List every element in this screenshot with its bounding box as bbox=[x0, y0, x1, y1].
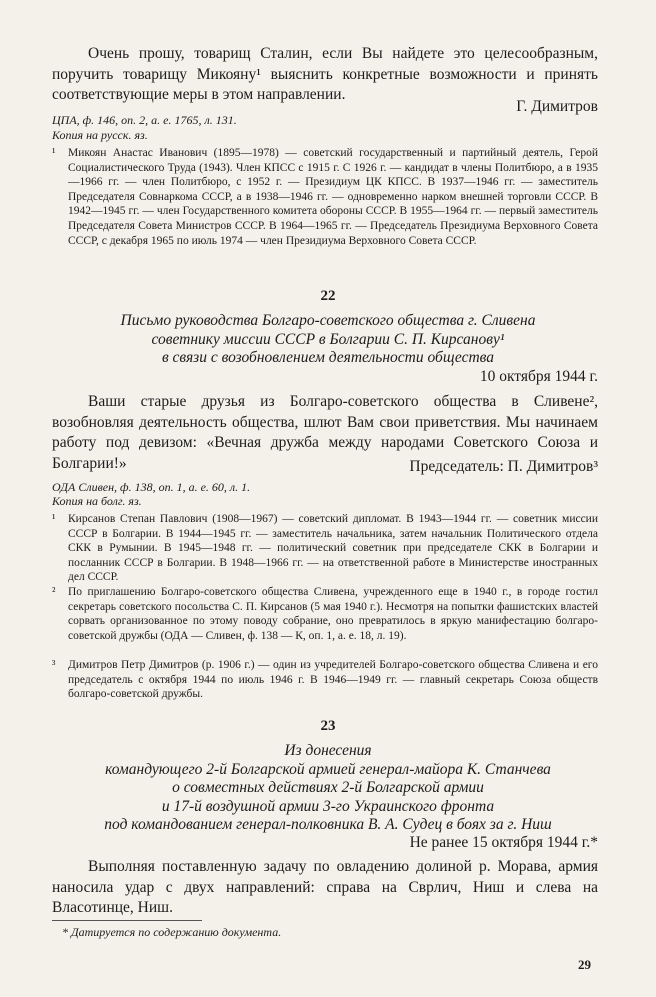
footnote-society bbox=[52, 585, 598, 643]
footnote-marker: ¹ bbox=[52, 513, 56, 525]
doc23-date: Не ранее 15 октября 1944 г.* bbox=[409, 834, 598, 851]
footnote-text: Кирсанов Степан Павлович (1908—1967) — советский дипломат. В 1943—1944 гг. — советник миссии СССР в Болгарии. В 1944—1945 гг. — заместитель начальника, затем начальник Политического отдела СКК в Румынии. В 1945—1948 гг. — политический советник при председателе СКК в Болгарии и посланник СССР в Болгарии. В 1948—1966 гг. — на ответственной работе в Министерстве иностранных дел СССР. bbox=[68, 513, 598, 584]
intro-copy: Копия на русск. яз. bbox=[52, 128, 148, 142]
bottom-footnote: * Датируется по содержанию документа. bbox=[62, 925, 282, 939]
doc23-title-line-4: и 17-й воздушной армии 3-го Украинского фронта bbox=[161, 797, 495, 815]
footnote-marker: ² bbox=[52, 586, 56, 598]
doc23-title bbox=[20, 742, 636, 835]
footnote-mikoyan bbox=[52, 146, 598, 248]
doc22-title bbox=[40, 312, 616, 368]
footnote-marker: ¹ bbox=[52, 147, 56, 159]
doc22-title-line-2: советнику миссии СССР в Болгарии С. П. Кирсанову¹ bbox=[151, 330, 505, 348]
doc23-number: 23 bbox=[320, 718, 336, 734]
doc22-paragraph: Ваши старые друзья из Болгаро-советского общества в Сливене², возобновляя деятельность общества, шлют Вам свои приветствия. Мы начинаем работу под девизом: «Вечная дружба между народами Советского Союза и Болгарии!» bbox=[52, 393, 598, 472]
footnote-divider bbox=[52, 920, 202, 921]
footnote-text: Димитров Петр Димитров (р. 1906 г.) — один из учредителей Болгаро-советского общества Сливена и его председатель с октября 1944 по июль 1946 г. В 1946—1949 гг. — главный секретарь Союза обществ болгаро-советской дружбы. bbox=[68, 659, 598, 701]
doc23-title-line-5: под командованием генерал-полковника В. А. Судец в боях за г. Ниш bbox=[104, 816, 552, 833]
intro-signature: Г. Димитров bbox=[516, 98, 598, 115]
intro-source: ЦПА, ф. 146, оп. 2, а. е. 1765, л. 131. bbox=[52, 113, 237, 127]
doc23-paragraph: Выполняя поставленную задачу по овладению долиной р. Морава, армия наносила удар с двух направлений: справа на Сврлич, Ниш и слева на Власотинце, Ниш. bbox=[52, 858, 598, 916]
page-number: 29 bbox=[578, 957, 591, 972]
footnote-marker: ³ bbox=[52, 659, 56, 671]
intro-paragraph: Очень прошу, товарищ Сталин, если Вы найдете это целесообразным, поручить товарищу Микояну¹ выяснить конкретные возможности и принять соответствующие меры в этом направлении. bbox=[52, 45, 598, 103]
footnote-kirsanov bbox=[52, 512, 598, 585]
doc22-source: ОДА Сливен, ф. 138, оп. 1, а. е. 60, л. 1. bbox=[52, 480, 251, 494]
doc22-title-line-3: в связи с возобновлением деятельности общества bbox=[161, 349, 495, 366]
footnote-text: Микоян Анастас Иванович (1895—1978) — советский государственный и партийный деятель, Герой Социалистического Труда (1943). Член КПСС с 1915 г. С 1926 г. — кандидат в члены Политбюро, а в 1935—1966 гг. — член Политбюро, с 1952 г. — Президиум ЦК КПСС. В 1937—1946 гг. — заместитель Председателя Совнаркома СССР, а в 1938—1946 гг. — одновременно нарком внешней торговли СССР. В 1942—1945 гг. — член Государственного комитета обороны СССР. В 1955—1964 гг. — первый заместитель Председателя Совета Министров СССР. В 1964—1965 гг. — Председатель Президиума Верховного Совета СССР, с декабря 1965 по июль 1974 — член Президиума Верховного Совета СССР. bbox=[68, 147, 598, 247]
doc23-title-line-1: Из донесения bbox=[284, 742, 372, 759]
doc22-copy: Копия на болг. яз. bbox=[52, 494, 142, 508]
doc23-title-line-2: командующего 2-й Болгарской армией генерал-майора К. Станчева bbox=[105, 760, 551, 778]
doc23-title-line-3: о совместных действиях 2-й Болгарской армии bbox=[172, 779, 484, 796]
doc22-signature: Председатель: П. Димитров³ bbox=[409, 458, 598, 475]
footnote-dimitrov bbox=[52, 658, 598, 702]
doc22-date: 10 октября 1944 г. bbox=[479, 368, 598, 385]
footnote-text: По приглашению Болгаро-советского общества Сливена, учрежденного еще в 1940 г., в городе гостил секретарь советского посольства С. П. Кирсанов (5 мая 1940 г.). Несмотря на попытки фашистских властей сорвать организованное по этому поводу собрание, оно превратилось в яркую манифестацию болгаро-советской дружбы (ОДА — Сливен, ф. 138 — К, оп. 1, а. е. 18, л. 19). bbox=[68, 586, 598, 642]
doc22-title-line-1: Письмо руководства Болгаро-советского общества г. Сливена bbox=[120, 312, 536, 329]
doc22-number: 22 bbox=[320, 288, 336, 304]
